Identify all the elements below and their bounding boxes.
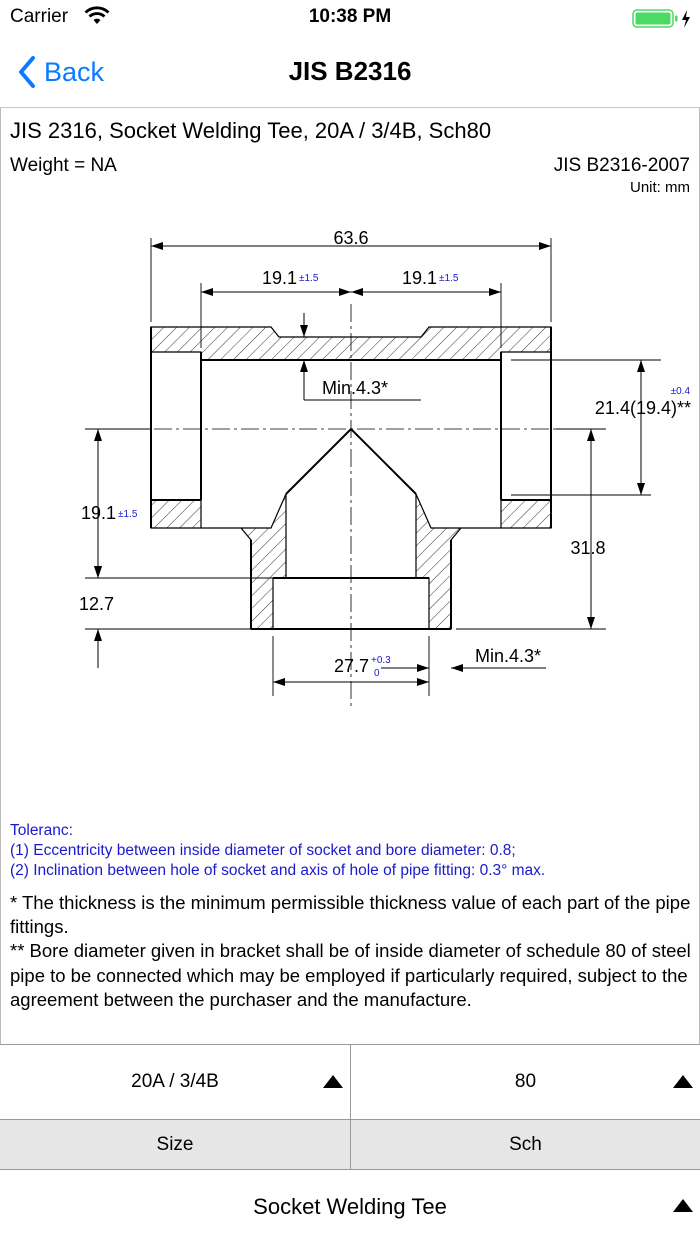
dim-branch-center-tol: ±1.5: [118, 509, 138, 520]
carrier-label: Carrier: [10, 6, 69, 27]
product-title: JIS 2316, Socket Welding Tee, 20A / 3/4B, Sch80: [10, 118, 492, 143]
dim-socket-center-right: 19.1: [401, 268, 437, 288]
fitting-type-value: Socket Welding Tee: [253, 1194, 447, 1219]
tolerance-line-2: (2) Inclination between hole of socket and axis of hole of pipe fitting: 0.3° max.: [10, 862, 546, 879]
standard-label: JIS B2316-2007: [553, 155, 690, 176]
navigation-bar: [0, 36, 700, 108]
sch-selector[interactable]: [350, 1045, 700, 1119]
triangle-up-icon: [672, 1074, 694, 1089]
dim-socket-center-left-tol: ±1.5: [299, 273, 319, 284]
selector-labels: [0, 1119, 700, 1170]
back-label: Back: [44, 56, 105, 87]
notes-block: [10, 891, 694, 1012]
dim-bore-diameter-tol: ±0.4: [670, 386, 690, 397]
drawing-dimension-arrows: [98, 246, 641, 682]
technical-drawing: [1, 108, 700, 808]
drawing-extension-lines: [85, 238, 661, 696]
note-bore-diameter: ** Bore diameter given in bracket shall be of inside diameter of schedule 80 of steel pipe to be connected which may be employed if particularly required, subject to the agreement between the purchaser and the manufacture.: [10, 940, 691, 1010]
status-bar: [0, 0, 700, 36]
tolerance-heading: Toleranc:: [10, 822, 73, 839]
size-label: Size: [156, 1133, 194, 1155]
tolerance-line-1: (1) Eccentricity between inside diameter of socket and bore diameter: 0.8;: [10, 842, 516, 859]
clock: 10:38 PM: [308, 6, 392, 27]
dim-socket-center-right-tol: ±1.5: [439, 273, 459, 284]
dim-socket-diameter-tol-lower: 0: [374, 668, 380, 679]
page-title: JIS B2316: [288, 56, 412, 86]
dim-branch-center: 19.1: [80, 503, 116, 523]
dim-min-wall-bottom: Min.4.3*: [475, 646, 542, 666]
dim-socket-center-left: 19.1: [261, 268, 297, 288]
dim-min-wall-top: Min.4.3*: [322, 378, 389, 398]
weight-label: Weight = NA: [10, 155, 117, 176]
dim-socket-diameter: 27.7: [333, 656, 369, 676]
battery-charging-icon: [632, 8, 694, 35]
sch-value: 80: [514, 1071, 537, 1092]
dim-overall-length: 63.6: [333, 228, 369, 248]
fitting-type-selector[interactable]: [0, 1170, 700, 1244]
drawing-dimension-labels: [79, 228, 691, 679]
dim-socket-depth: 12.7: [79, 594, 115, 614]
note-thickness: * The thickness is the minimum permissible thickness value of each part of the pipe fittings.: [10, 892, 691, 938]
tolerance-block: [10, 821, 690, 881]
dim-bore-diameter: 21.4(19.4)**: [594, 398, 691, 418]
dim-branch-height: 31.8: [570, 538, 606, 558]
triangle-up-icon: [322, 1074, 344, 1089]
triangle-up-icon: [672, 1198, 694, 1213]
selector-row: [0, 1044, 700, 1119]
unit-label: Unit: mm: [630, 179, 690, 196]
size-value: 20A / 3/4B: [131, 1071, 219, 1092]
size-selector[interactable]: [0, 1045, 350, 1119]
sch-label: Sch: [350, 1120, 700, 1169]
detail-content: [0, 108, 700, 1044]
dim-socket-diameter-tol-upper: +0.3: [371, 655, 391, 666]
